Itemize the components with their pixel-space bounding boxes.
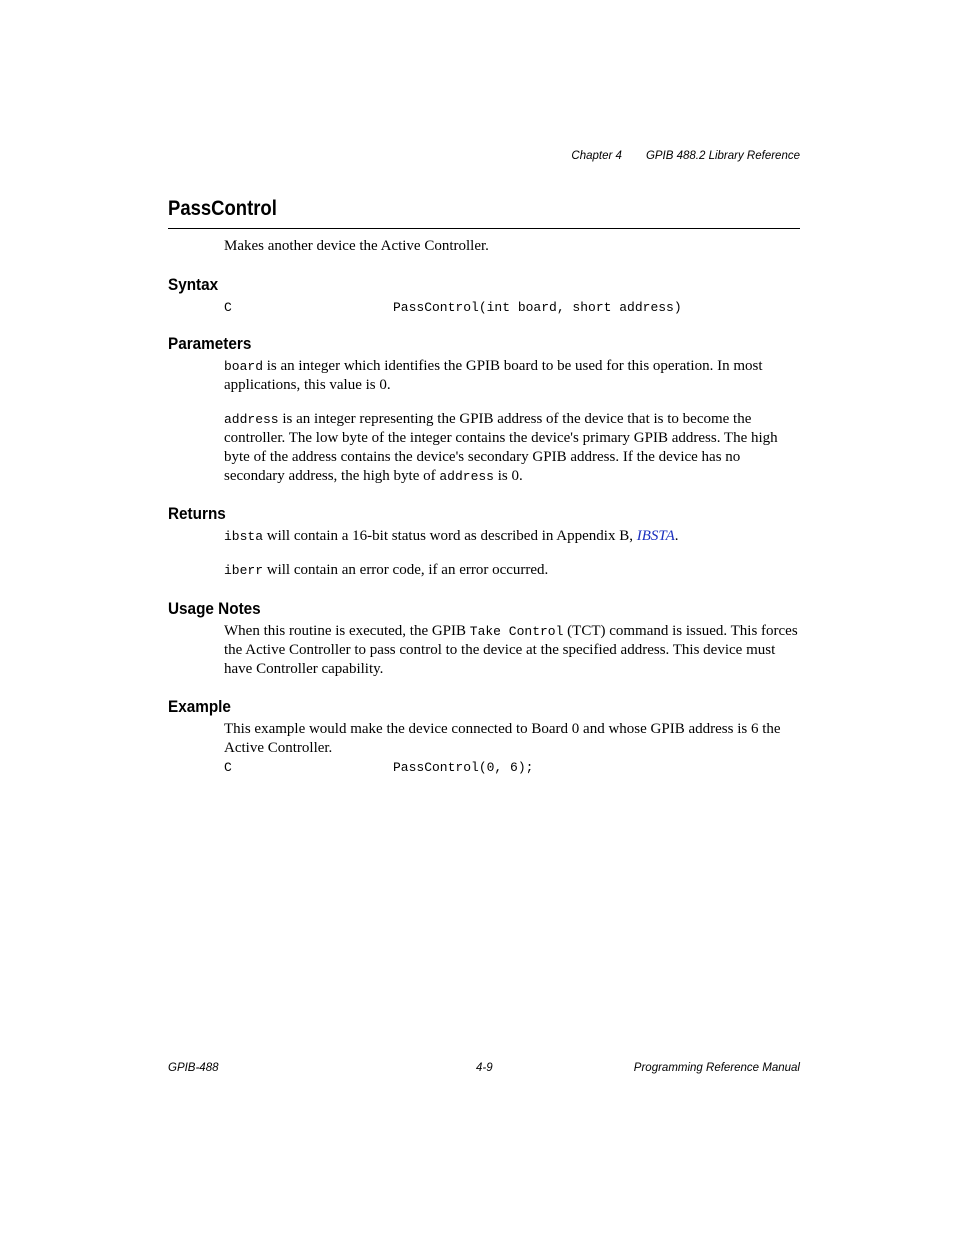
example-heading: Example	[168, 697, 231, 716]
param-address-code-2: address	[439, 469, 494, 484]
syntax-code: PassControl(int board, short address)	[393, 300, 682, 315]
header-section: GPIB 488.2 Library Reference	[645, 150, 800, 162]
footer-right: Programming Reference Manual	[633, 1062, 800, 1074]
running-header	[571, 150, 800, 162]
returns-ibsta-text: will contain a 16-bit status word as described in Appendix B,	[263, 528, 637, 544]
returns-ibsta-paragraph	[224, 527, 802, 546]
example-lang: C	[224, 760, 232, 775]
returns-ibsta-code: ibsta	[224, 529, 264, 544]
title-divider	[168, 228, 800, 229]
usage-notes-paragraph	[224, 622, 802, 679]
syntax-lang: C	[224, 300, 232, 315]
example-code-line	[224, 760, 533, 775]
header-chapter: Chapter 4	[571, 150, 622, 162]
param-address-paragraph	[224, 410, 802, 486]
param-board-code: board	[224, 359, 264, 374]
returns-ibsta-end: .	[674, 528, 679, 544]
page-title: PassControl	[168, 197, 277, 220]
syntax-heading: Syntax	[168, 275, 219, 294]
parameters-heading: Parameters	[168, 334, 252, 353]
footer-left: GPIB-488	[168, 1062, 219, 1074]
usage-notes-heading: Usage Notes	[168, 599, 261, 618]
returns-iberr-text: will contain an error code, if an error occurred.	[263, 562, 549, 578]
param-address-code: address	[224, 412, 279, 427]
ibsta-link[interactable]: IBSTA	[636, 528, 675, 544]
returns-iberr-code: iberr	[224, 563, 264, 578]
example-code: PassControl(0, 6);	[393, 760, 534, 775]
param-board-text: is an integer which identifies the GPIB board to be used for this operation. In most applications, this value is 0.	[224, 358, 763, 393]
syntax-code-line	[224, 300, 682, 315]
usage-text-2: (TCT) command is issued. This forces the Active Controller to pass control to the device at the specified address. This device must have Controller capability.	[224, 623, 798, 677]
example-text: This example would make the device connected to Board 0 and whose GPIB address is 6 the Active Controller.	[224, 721, 781, 756]
usage-code: Take Control	[469, 624, 564, 639]
footer-page-number: 4-9	[476, 1062, 493, 1074]
returns-iberr-paragraph	[224, 561, 802, 580]
param-board-paragraph	[224, 357, 802, 395]
usage-text-1: When this routine is executed, the GPIB	[224, 623, 470, 639]
summary-text: Makes another device the Active Controller.	[224, 238, 489, 254]
param-address-text-end: is 0.	[493, 468, 523, 484]
param-address-text: is an integer representing the GPIB address of the device that is to become the controller. The low byte of the integer contains the device's primary GPIB address. The high byte of the address contains the device's secondary GPIB address. If the device has no secondary address, the high byte of	[224, 411, 778, 484]
returns-heading: Returns	[168, 504, 226, 523]
